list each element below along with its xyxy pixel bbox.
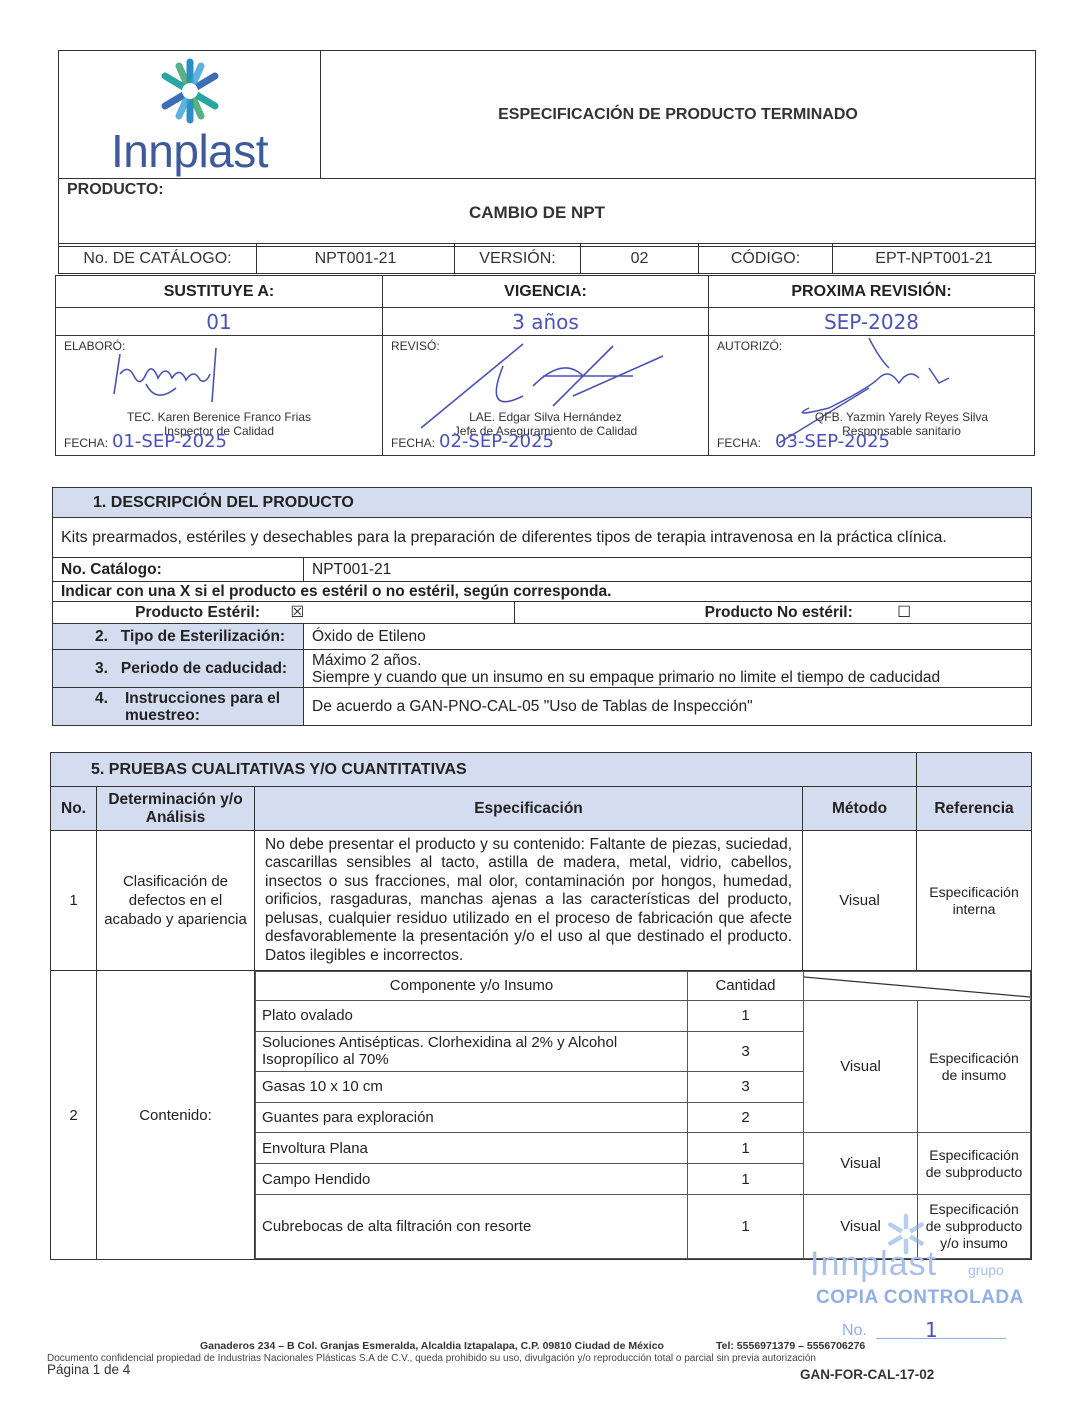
- code-value: EPT-NPT001-21: [833, 244, 1036, 274]
- section-product-description: [52, 487, 1032, 726]
- autorizo-label: AUTORIZÓ:: [717, 339, 783, 353]
- sterile-checkbox[interactable]: ☒: [290, 603, 305, 621]
- footer-confidential: Documento confidencial propiedad de Industrias Nacionales Plásticas S.A de C.V., queda prohibido su uso, divulgación y/o reproducción total o parcial sin previa autorización: [47, 1353, 816, 1364]
- sterile-option: [53, 602, 515, 624]
- form-code: GAN-FOR-CAL-17-02: [800, 1367, 935, 1382]
- stamp-no-label: No.: [842, 1322, 867, 1339]
- diagonal-strike-line-icon: [804, 973, 1030, 999]
- validity-value: 3 años: [383, 308, 709, 336]
- reviso-label: REVISÓ:: [391, 339, 440, 353]
- component-qty: 1: [688, 1000, 804, 1031]
- test-reference: Especificación interna: [917, 831, 1032, 971]
- footer-address: Ganaderos 234 – B Col. Granjas Esmeralda, Alcaldia Iztapalapa, C.P. 09810 Ciudad de México: [200, 1340, 664, 1352]
- row-label: Tipo de Esterilización:: [120, 627, 286, 645]
- date-label: FECHA:: [64, 436, 109, 450]
- innplast-snowflake-logo-icon: [155, 58, 225, 124]
- signature-block-reviso: [383, 336, 709, 456]
- row-num: 3.: [95, 659, 108, 677]
- autorizo-date-field: [717, 431, 890, 452]
- version-label: VERSIÓN:: [455, 244, 581, 274]
- stamp-brand: Innplast: [810, 1245, 938, 1283]
- stamp-sub: grupo: [968, 1262, 1004, 1278]
- controlled-copy-stamp: COPIA CONTROLADA: [816, 1287, 1024, 1308]
- component-name: Cubrebocas de alta filtración con resorte: [256, 1195, 688, 1259]
- elaboro-date-field: [64, 431, 227, 452]
- signature-block-elaboro: [56, 336, 383, 456]
- sterilization-type-value: Óxido de Etileno: [304, 624, 1032, 650]
- list-item: [256, 1000, 1031, 1031]
- validity-label: VIGENCIA:: [383, 276, 709, 308]
- elaboro-name: TEC. Karen Berenice Franco Frias: [126, 410, 312, 424]
- next-review-value: SEP-2028: [709, 308, 1035, 336]
- table-row: [51, 831, 1032, 971]
- nonsterile-checkbox[interactable]: ☐: [897, 603, 911, 621]
- quantity-header: Cantidad: [688, 972, 804, 1001]
- sampling-instructions-value: De acuerdo a GAN-PNO-CAL-05 "Uso de Tablas de Inspección": [304, 688, 1032, 726]
- product-name: CAMBIO DE NPT: [469, 203, 605, 222]
- code-label: CÓDIGO:: [699, 244, 833, 274]
- stamp-no-value: 1: [925, 1318, 938, 1342]
- revision-control-table: [55, 275, 1035, 456]
- date-label: FECHA:: [717, 436, 762, 450]
- component-name: Envoltura Plana: [256, 1133, 688, 1164]
- reviso-name: LAE. Edgar Silva Hernández: [469, 410, 622, 424]
- sterilization-type-label: [53, 624, 304, 650]
- col-header-method: Método: [803, 787, 917, 831]
- signature-block-autorizo: [709, 336, 1035, 456]
- document-header: [58, 50, 1036, 247]
- test-spec: No debe presentar el producto y su contenido: Faltante de piezas, suciedad, cascarillas sensibles al tacto, astilla de madera, metal, vidrio, cabellos, insectos o sus fracciones, mal olor, contaminación por hongos, humedad, orificios, rasgaduras, manchas ajenas a las características del producto, pelusas, cualquier residuo utilizado en el proceso de fabricación que afecte desfavorablemente la presentación y/o el uso al que destinado el producto. Datos ilegibles e incorrectos.: [255, 831, 803, 971]
- elaboro-label: ELABORÓ:: [64, 339, 126, 353]
- col-header-spec: Especificación: [255, 787, 803, 831]
- component-name: Gasas 10 x 10 cm: [256, 1071, 688, 1102]
- date-label: FECHA:: [391, 436, 436, 450]
- component-qty: 1: [688, 1133, 804, 1164]
- product-label: PRODUCTO:: [67, 181, 164, 198]
- sampling-instructions-label: [53, 688, 304, 726]
- catalog-label: No. DE CATÁLOGO:: [59, 244, 257, 274]
- component-qty: 1: [688, 1195, 804, 1259]
- replaces-value: 01: [56, 308, 383, 336]
- diagonal-blank-cell: [804, 972, 1031, 1001]
- group-method: Visual: [804, 1000, 918, 1133]
- catalog-label-s1: No. Catálogo:: [53, 558, 304, 582]
- section-quality-tests: [50, 752, 1032, 1260]
- component-qty: 2: [688, 1102, 804, 1133]
- component-name: Soluciones Antisépticas. Clorhexidina al 2% y Alcohol Isopropílico al 70%: [256, 1031, 688, 1071]
- elaboro-title: Inspector de Calidad: [163, 424, 275, 438]
- nonsterile-option: [515, 602, 1032, 624]
- replaces-label: SUSTITUYE A:: [56, 276, 383, 308]
- row-label: Instrucciones para el muestreo:: [125, 689, 281, 724]
- footer-phone: Tel: 5556971379 – 5556706276: [716, 1340, 866, 1352]
- section1-title: 1. DESCRIPCIÓN DEL PRODUCTO: [53, 488, 1032, 518]
- group-reference: Especificación de subproducto y/o insumo: [918, 1195, 1031, 1259]
- component-qty: 3: [688, 1031, 804, 1071]
- nonsterile-label: Producto No estéril:: [704, 604, 853, 621]
- logo-wordmark: Innplast: [110, 124, 269, 177]
- col-header-no: No.: [51, 787, 97, 831]
- section5-title: 5. PRUEBAS CUALITATIVAS Y/O CUANTITATIVAS: [51, 753, 917, 787]
- test-method: Visual: [803, 831, 917, 971]
- component-header: Componente y/o Insumo: [256, 972, 688, 1001]
- version-value: 02: [581, 244, 699, 274]
- group-reference: Especificación de insumo: [918, 1000, 1031, 1133]
- row-num: 2.: [95, 627, 108, 645]
- document-title: ESPECIFICACIÓN DE PRODUCTO TERMINADO: [321, 51, 1036, 179]
- product-description: Kits prearmados, estériles y desechables para la preparación de diferentes tipos de terapia intravenosa en la práctica clínica.: [53, 518, 1032, 558]
- component-name: Campo Hendido: [256, 1164, 688, 1195]
- expiry-period-value: [304, 650, 1032, 688]
- group-method: Visual: [804, 1133, 918, 1195]
- test-number: 2: [51, 971, 97, 1260]
- group-method: Visual: [804, 1195, 918, 1259]
- autorizo-date: 03-SEP-2025: [775, 431, 890, 452]
- page-number: Página 1 de 4: [47, 1362, 131, 1377]
- stamp-no-underline: [876, 1338, 1006, 1339]
- catalog-meta-row: [58, 243, 1036, 274]
- row-label: Periodo de caducidad:: [120, 659, 288, 677]
- catalog-value-s1: NPT001-21: [304, 558, 1032, 582]
- component-qty: 3: [688, 1071, 804, 1102]
- expiry-line-2: Siempre y cuando que un insumo en su empaque primario no limite el tiempo de caducidad: [312, 668, 941, 686]
- reviso-title: Jefe de Aseguramiento de Calidad: [453, 424, 638, 438]
- autorizo-name: QFB. Yazmin Yarely Reyes Silva: [814, 410, 989, 424]
- next-review-label: PROXIMA REVISIÓN:: [709, 276, 1035, 308]
- handwritten-signature-icon: [106, 344, 236, 406]
- test-number: 1: [51, 831, 97, 971]
- reviso-date: 02-SEP-2025: [439, 431, 554, 452]
- row-num: 4.: [95, 689, 108, 707]
- component-qty: 1: [688, 1164, 804, 1195]
- logo-cell: [59, 51, 321, 179]
- catalog-value: NPT001-21: [257, 244, 455, 274]
- section5-title-blank: [917, 753, 1032, 787]
- elaboro-date: 01-SEP-2025: [112, 431, 227, 452]
- list-item: [256, 1133, 1031, 1164]
- test-analysis: Contenido:: [97, 971, 255, 1260]
- reviso-date-field: [391, 431, 554, 452]
- expiry-line-1: Máximo 2 años.: [312, 651, 422, 669]
- col-header-reference: Referencia: [917, 787, 1032, 831]
- test-analysis: Clasificación de defectos en el acabado y apariencia: [97, 831, 255, 971]
- autorizo-title: Responsable sanitario: [842, 424, 961, 438]
- sterile-instruction: Indicar con una X si el producto es estéril o no estéril, según corresponda.: [53, 582, 1032, 602]
- sterile-label: Producto Estéril:: [135, 604, 261, 621]
- component-name: Plato ovalado: [256, 1000, 688, 1031]
- col-header-analysis: Determinación y/o Análisis: [97, 787, 255, 831]
- group-reference: Especificación de subproducto: [918, 1133, 1031, 1195]
- component-name: Guantes para exploración: [256, 1102, 688, 1133]
- expiry-period-label: [53, 650, 304, 688]
- product-cell: [59, 179, 1036, 247]
